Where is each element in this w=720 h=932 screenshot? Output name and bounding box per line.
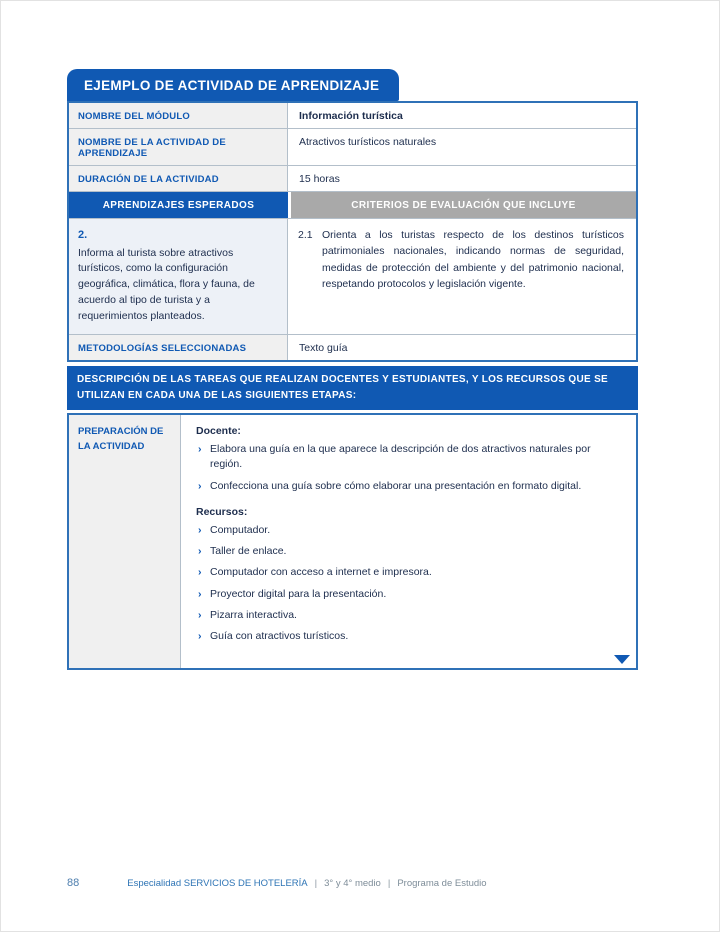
- list-item: [198, 479, 622, 494]
- activity-title-tab: EJEMPLO DE ACTIVIDAD DE APRENDIZAJE: [67, 69, 399, 101]
- recursos-heading: Recursos:: [196, 505, 248, 518]
- methodology-value: Texto guía: [299, 342, 348, 355]
- chevron-bullet-icon: ›: [198, 443, 202, 456]
- activity-name-label: NOMBRE DE LA ACTIVIDAD DE APRENDIZAJE: [69, 129, 288, 165]
- footer-program-text: Programa de Estudio: [397, 878, 487, 889]
- table-row: [69, 335, 636, 360]
- evaluation-criteria-header: CRITERIOS DE EVALUACIÓN QUE INCLUYE: [291, 192, 636, 218]
- chevron-bullet-icon: ›: [198, 545, 202, 558]
- table-row: [69, 129, 636, 166]
- docente-heading: Docente:: [196, 425, 241, 438]
- table-row: [69, 103, 636, 129]
- list-item: [198, 587, 622, 602]
- activity-document: [67, 69, 638, 670]
- criterion-text: Orienta a los turistas respecto de los destinos turísticos patrimoniales nacionales, indicando normas de seguridad, medidas de protección del ambiente y del patrimonio nacional, respetando protocolos y legislación vigente.: [322, 229, 624, 290]
- chevron-bullet-icon: ›: [198, 523, 202, 536]
- recurso-text: Pizarra interactiva.: [210, 608, 297, 621]
- expected-learning-number: 2.: [78, 229, 88, 241]
- page-number: 88: [67, 877, 80, 889]
- docente-task-text: Confecciona una guía sobre cómo elaborar una presentación en formato digital.: [210, 479, 582, 492]
- learning-header-row: [69, 192, 636, 219]
- module-name-label: NOMBRE DEL MÓDULO: [69, 103, 288, 128]
- footer-separator: |: [387, 878, 391, 889]
- recurso-text: Computador con acceso a internet e impresora.: [210, 566, 432, 579]
- expected-learning-text: Informa al turista sobre atractivos turísticos, como la configuración geográfica, climática, flora y fauna, de acuerdo al tipo de turista y a requerimientos planteados.: [78, 246, 255, 322]
- preparation-content: [181, 415, 636, 668]
- preparation-section: [67, 413, 638, 670]
- recurso-text: Computador.: [210, 523, 271, 536]
- chevron-bullet-icon: ›: [198, 608, 202, 621]
- criterion-number: 2.1: [298, 229, 313, 241]
- learning-content-row: [69, 219, 636, 335]
- evaluation-criterion-cell: [288, 219, 636, 334]
- footer-specialty-text: Especialidad SERVICIOS DE HOTELERÍA: [127, 878, 308, 889]
- footer-grade-text: 3° y 4° medio: [324, 878, 381, 889]
- docente-task-text: Elabora una guía en la que aparece la descripción de dos atractivos naturales por región.: [210, 443, 591, 471]
- docente-task-list: [196, 442, 622, 494]
- page-footer: [67, 877, 487, 889]
- recurso-text: Taller de enlace.: [210, 545, 287, 558]
- recursos-list: [196, 523, 622, 644]
- methodology-label: METODOLOGÍAS SELECCIONADAS: [69, 335, 288, 360]
- expected-learning-header: APRENDIZAJES ESPERADOS: [69, 192, 288, 218]
- module-name-value: Información turística: [299, 110, 403, 122]
- list-item: [198, 523, 622, 538]
- list-item: [198, 629, 622, 644]
- recurso-text: Proyector digital para la presentación.: [210, 587, 387, 600]
- chevron-bullet-icon: ›: [198, 566, 202, 579]
- activity-name-value: Atractivos turísticos naturales: [299, 136, 437, 148]
- chevron-bullet-icon: ›: [198, 587, 202, 600]
- list-item: [198, 608, 622, 623]
- tasks-description-band: DESCRIPCIÓN DE LAS TAREAS QUE REALIZAN DOCENTES Y ESTUDIANTES, Y LOS RECURSOS QUE SE UTILIZAN EN CADA UNA DE LAS SIGUIENTES ETAPAS:: [67, 366, 638, 410]
- activity-info-table: [67, 101, 638, 362]
- preparation-stage-label: PREPARACIÓN DE LA ACTIVIDAD: [69, 415, 181, 668]
- recurso-text: Guía con atractivos turísticos.: [210, 630, 349, 642]
- expected-learning-cell: [69, 219, 288, 334]
- duration-label: DURACIÓN DE LA ACTIVIDAD: [69, 166, 288, 191]
- duration-value: 15 horas: [299, 173, 340, 185]
- list-item: [198, 544, 622, 559]
- chevron-bullet-icon: ›: [198, 630, 202, 642]
- list-item: [198, 442, 622, 472]
- chevron-bullet-icon: ›: [198, 479, 202, 492]
- footer-separator: |: [314, 878, 318, 889]
- table-row: [69, 166, 636, 192]
- expand-arrow-icon: [614, 655, 630, 664]
- list-item: [198, 565, 622, 580]
